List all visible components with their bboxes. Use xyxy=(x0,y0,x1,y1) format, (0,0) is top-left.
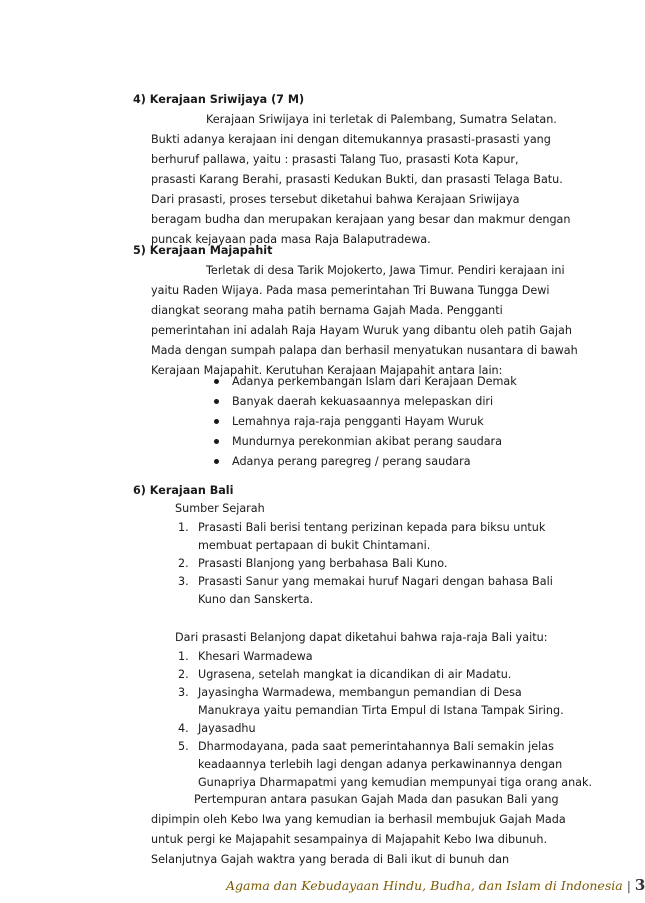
bullet-icon xyxy=(214,439,219,444)
paragraph-line: beragam budha dan merupakan kerajaan yang besar dan makmur dengan xyxy=(151,213,571,226)
list-item: Gunapriya Dharmapatmi yang kemudian mempunyai tiga orang anak. xyxy=(198,776,593,789)
paragraph-line: untuk pergi ke Majapahit sesampainya di Majapahit Kebo Iwa dibunuh. xyxy=(151,833,548,846)
bullet-icon xyxy=(214,399,219,404)
footer-separator: | xyxy=(626,878,631,893)
paragraph-line: prasasti Karang Berahi, prasasti Kedukan Bukti, dan prasasti Telaga Batu. xyxy=(151,173,563,186)
paragraph-line: Kerajaan Majapahit. Kerutuhan Kerajaan Majapahit antara lain: xyxy=(151,364,503,377)
section-heading-majapahit: 5) Kerajaan Majapahit xyxy=(133,244,273,257)
paragraph-line: Dari prasasti, proses tersebut diketahui bahwa Kerajaan Sriwijaya xyxy=(151,193,520,206)
list-item: Banyak daerah kekuasaannya melepaskan diri xyxy=(232,395,494,408)
paragraph-line: pemerintahan ini adalah Raja Hayam Wuruk yang dibantu oleh patih Gajah xyxy=(151,324,572,337)
list-item: Adanya perkembangan Islam dari Kerajaan Demak xyxy=(232,375,517,388)
list-item: Mundurnya perekonmian akibat perang saudara xyxy=(232,435,503,448)
paragraph-line: yaitu Raden Wijaya. Pada masa pemerintahan Tri Buwana Tungga Dewi xyxy=(151,284,550,297)
list-item: Manukraya yaitu pemandian Tirta Empul di Istana Tampak Siring. xyxy=(198,704,564,717)
list-item: Ugrasena, setelah mangkat ia dicandikan di air Madatu. xyxy=(198,668,512,681)
subheading-sumber-sejarah: Sumber Sejarah xyxy=(175,502,265,515)
list-item: Khesari Warmadewa xyxy=(198,650,313,663)
paragraph-line: Terletak di desa Tarik Mojokerto, Jawa Timur. Pendiri kerajaan ini xyxy=(206,264,565,277)
list-item: Lemahnya raja-raja pengganti Hayam Wuruk xyxy=(232,415,484,428)
list-number: 1. xyxy=(178,521,189,534)
list-item: membuat pertapaan di bukit Chintamani. xyxy=(198,539,431,552)
bullet-icon xyxy=(214,419,219,424)
paragraph-line: diangkat seorang maha patih bernama Gajah Mada. Pengganti xyxy=(151,304,503,317)
list-item: Jayasadhu xyxy=(198,722,256,735)
list-item: Jayasingha Warmadewa, membangun pemandian di Desa xyxy=(198,686,522,699)
list-number: 2. xyxy=(178,668,189,681)
footer-title: Agama dan Kebudayaan Hindu, Budha, dan Islam di Indonesia xyxy=(226,878,623,893)
paragraph-line: Bukti adanya kerajaan ini dengan ditemukannya prasasti-prasasti yang xyxy=(151,133,551,146)
list-item: keadaannya terlebih lagi dengan adanya perkawinannya dengan xyxy=(198,758,563,771)
list-item: Prasasti Blanjong yang berbahasa Bali Kuno. xyxy=(198,557,448,570)
section-heading-bali: 6) Kerajaan Bali xyxy=(133,484,234,497)
list-item: Prasasti Sanur yang memakai huruf Nagari dengan bahasa Bali xyxy=(198,575,553,588)
paragraph-line: Dari prasasti Belanjong dapat diketahui bahwa raja-raja Bali yaitu: xyxy=(175,631,548,644)
list-number: 3. xyxy=(178,575,189,588)
paragraph-line: berhuruf pallawa, yaitu : prasasti Talang Tuo, prasasti Kota Kapur, xyxy=(151,153,519,166)
paragraph-line: puncak kejayaan pada masa Raja Balaputradewa. xyxy=(151,233,431,246)
list-number: 1. xyxy=(178,650,189,663)
paragraph-line: Pertempuran antara pasukan Gajah Mada dan pasukan Bali yang xyxy=(194,793,559,806)
bullet-icon xyxy=(214,379,219,384)
paragraph-line: dipimpin oleh Kebo Iwa yang kemudian ia berhasil membujuk Gajah Mada xyxy=(151,813,566,826)
list-item: Dharmodayana, pada saat pemerintahannya Bali semakin jelas xyxy=(198,740,554,753)
page-footer xyxy=(226,876,645,894)
list-item: Prasasti Bali berisi tentang perizinan kepada para biksu untuk xyxy=(198,521,546,534)
bullet-icon xyxy=(214,459,219,464)
paragraph-line: Kerajaan Sriwijaya ini terletak di Palembang, Sumatra Selatan. xyxy=(206,113,557,126)
paragraph-line: Selanjutnya Gajah waktra yang berada di Bali ikut di bunuh dan xyxy=(151,853,510,866)
paragraph-line: Mada dengan sumpah palapa dan berhasil menyatukan nusantara di bawah xyxy=(151,344,578,357)
section-heading-sriwijaya: 4) Kerajaan Sriwijaya (7 M) xyxy=(133,93,305,106)
list-number: 5. xyxy=(178,740,189,753)
list-item: Kuno dan Sanskerta. xyxy=(198,593,314,606)
list-number: 3. xyxy=(178,686,189,699)
list-number: 4. xyxy=(178,722,189,735)
list-number: 2. xyxy=(178,557,189,570)
list-item: Adanya perang paregreg / perang saudara xyxy=(232,455,471,468)
page-number: 3 xyxy=(634,876,645,894)
